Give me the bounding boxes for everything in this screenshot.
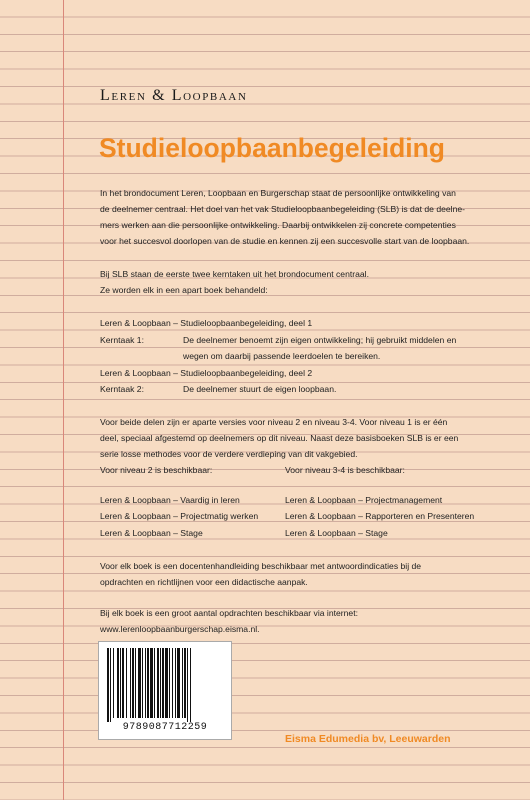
barcode-bar	[145, 648, 146, 718]
barcode-bar	[177, 648, 180, 718]
barcode-bar	[138, 648, 141, 718]
barcode-bar	[142, 648, 143, 718]
niveau34-item: Leren & Loopbaan – Stage	[285, 528, 388, 538]
docenten-line: opdrachten en richtlijnen voor een didactische aanpak.	[100, 577, 308, 587]
kerntaken-line: Bij SLB staan de eerste twee kerntaken uit het brondocument centraal.	[100, 269, 369, 279]
barcode-bar	[184, 648, 186, 718]
barcode-bar	[130, 648, 131, 718]
kerntaken-line: Ze worden elk in een apart boek behandeld:	[100, 285, 268, 295]
deel1-title: Leren & Loopbaan – Studieloopbaanbegeleiding, deel 1	[100, 318, 313, 328]
barcode-bar	[182, 648, 183, 718]
kerntaak1-desc: wegen om daarbij passende leerdoelen te bereiken.	[183, 351, 381, 361]
website-url: www.lerenloopbaanburgerschap.eisma.nl.	[100, 624, 260, 634]
publisher-name: Eisma Edumedia bv, Leeuwarden	[285, 733, 451, 745]
versions-line: deel, speciaal afgestemd op deelnemers op dit niveau. Naast deze basisboeken SLB is er een	[100, 433, 459, 443]
barcode-bar	[169, 648, 170, 718]
barcode-bar	[165, 648, 168, 718]
isbn-barcode	[98, 641, 232, 740]
docenten-line: Voor elk boek is een docentenhandleiding beschikbaar met antwoordindicaties bij de	[100, 561, 422, 571]
kerntaak2-label: Kerntaak 2:	[100, 384, 144, 394]
barcode-bar	[150, 648, 153, 718]
barcode-bar	[113, 648, 114, 718]
barcode-bar	[172, 648, 173, 718]
niveau2-item: Leren & Loopbaan – Stage	[100, 528, 203, 538]
barcode-bar	[154, 648, 155, 718]
niveau34-item: Leren & Loopbaan – Rapporteren en Presenteren	[285, 511, 475, 521]
barcode-bar	[135, 648, 136, 718]
intro-line: voor het succesvol doorlopen van de studie en kennen zij een succesvolle start van de loopbaan.	[100, 236, 470, 246]
kerntaak1-desc: De deelnemer benoemt zijn eigen ontwikkeling; hij gebruikt middelen en	[183, 335, 457, 345]
niveau2-item: Leren & Loopbaan – Vaardig in leren	[100, 495, 240, 505]
barcode-bar	[107, 648, 109, 722]
niveau2-item: Leren & Loopbaan – Projectmatig werken	[100, 511, 259, 521]
isbn-number: 9789087712259	[122, 722, 208, 733]
barcode-bars	[99, 642, 231, 722]
internet-line: Bij elk boek is een groot aantal opdrachten beschikbaar via internet:	[100, 608, 358, 618]
barcode-bar	[132, 648, 134, 718]
versions-line: serie losse methodes voor de verdere verdieping van dit vakgebied.	[100, 449, 358, 459]
barcode-bar	[187, 648, 188, 722]
book-title: Studieloopbaanbegeleiding	[99, 133, 445, 163]
barcode-bar	[110, 648, 111, 722]
barcode-bar	[162, 648, 164, 718]
niveau34-item: Leren & Loopbaan – Projectmanagement	[285, 495, 443, 505]
series-title: Leren & Loopbaan	[100, 87, 248, 104]
kerntaak2-desc: De deelnemer stuurt de eigen loopbaan.	[183, 384, 337, 394]
versions-line: Voor beide delen zijn er aparte versies voor niveau 2 en niveau 3-4. Voor niveau 1 is er één	[100, 417, 448, 427]
barcode-bar	[190, 648, 191, 722]
kerntaak1-label: Kerntaak 1:	[100, 335, 144, 345]
barcode-bar	[147, 648, 149, 718]
niveau2-header: Voor niveau 2 is beschikbaar:	[100, 465, 213, 475]
barcode-bar	[120, 648, 121, 718]
barcode-bar	[160, 648, 161, 718]
deel2-title: Leren & Loopbaan – Studieloopbaanbegeleiding, deel 2	[100, 368, 313, 378]
barcode-bar	[175, 648, 176, 718]
intro-line: In het brondocument Leren, Loopbaan en Burgerschap staat de persoonlijke ontwikkeling van	[100, 188, 456, 198]
intro-line: de deelnemer centraal. Het doel van het vak Studieloopbaanbegeleiding (SLB) is dat de deelne-	[100, 204, 466, 214]
intro-line: mers werken aan die persoonlijke ontwikkeling. Daarbij ontwikkelen zij concrete competenties	[100, 220, 456, 230]
barcode-bar	[157, 648, 159, 718]
notebook-margin-line	[63, 0, 64, 800]
barcode-bar	[126, 648, 127, 718]
niveau34-header: Voor niveau 3-4 is beschikbaar:	[285, 465, 405, 475]
barcode-bar	[117, 648, 119, 718]
barcode-bar	[122, 648, 124, 718]
